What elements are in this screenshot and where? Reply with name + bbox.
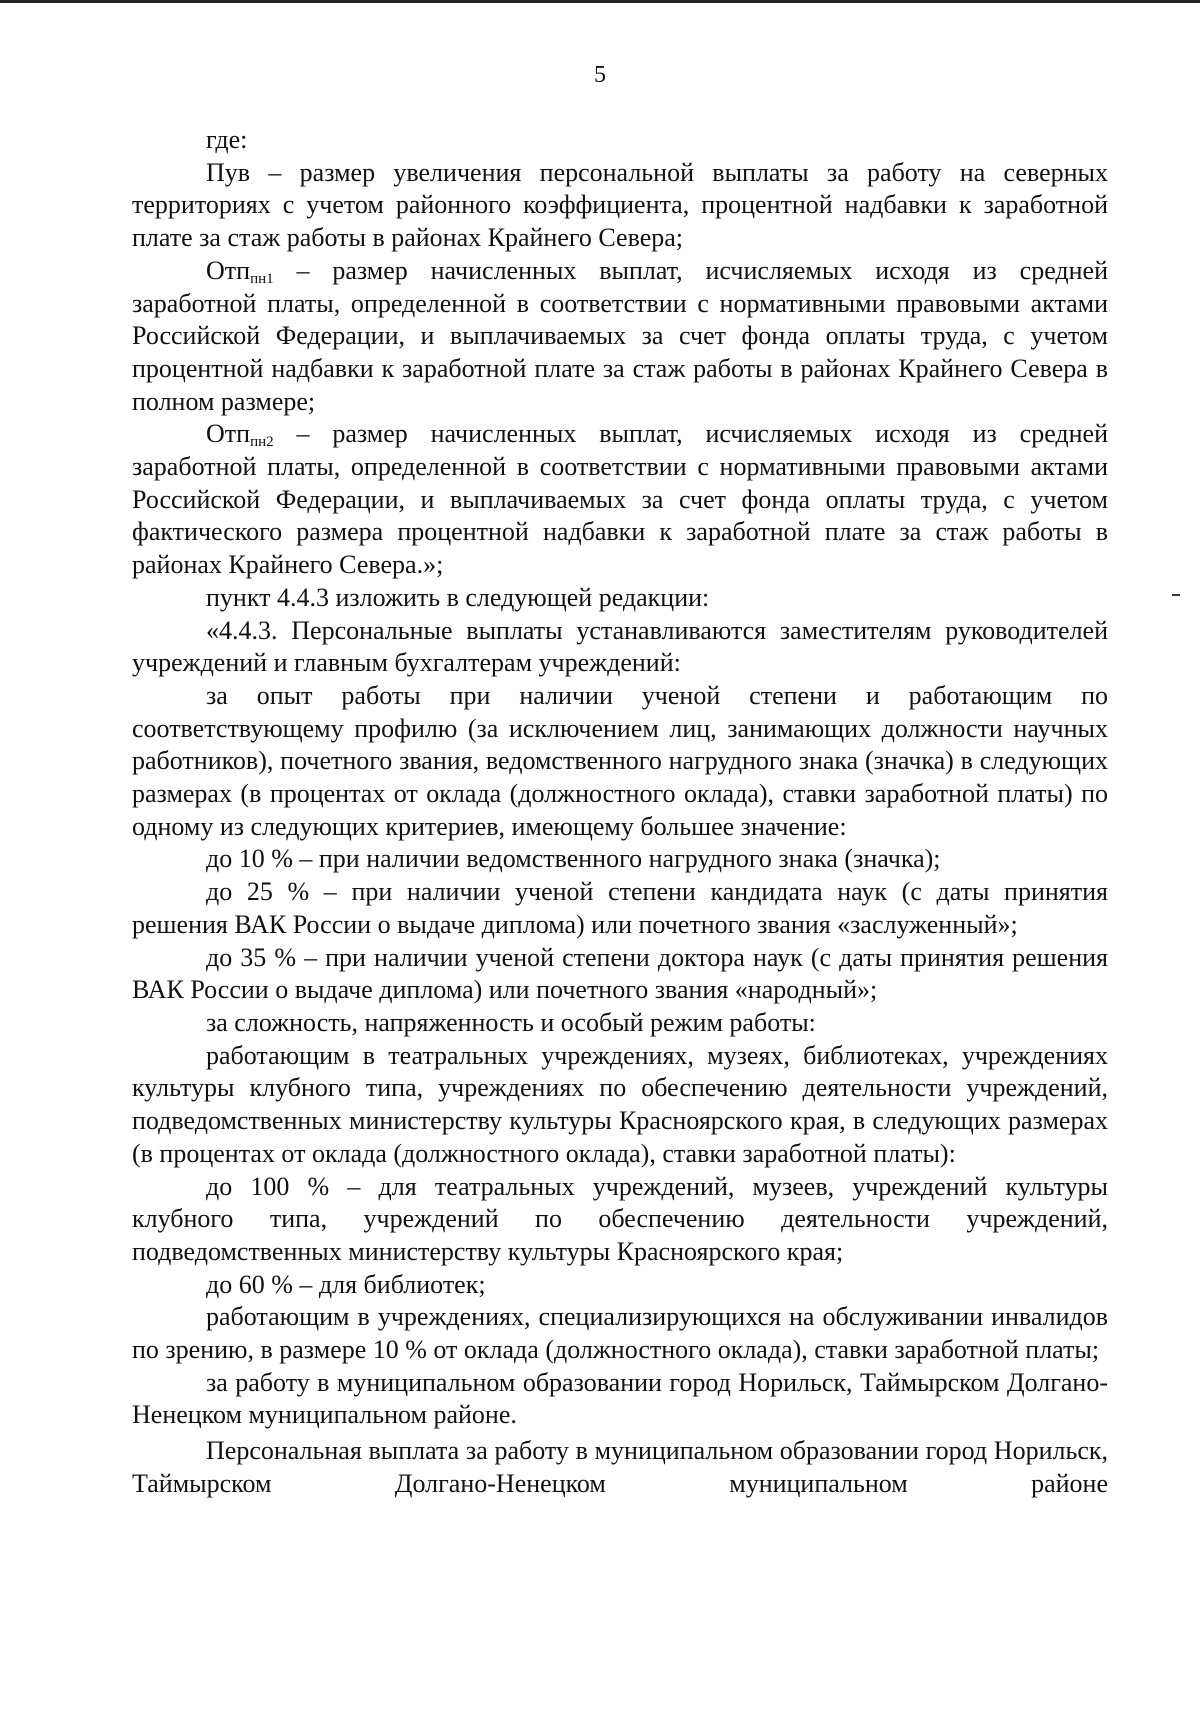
- paragraph-up-to-60: до 60 % – для библиотек;: [206, 1269, 486, 1299]
- paragraph-theatres-museums: работающим в театральных учреждениях, музеях, библиотеках, учреждениях культуры клубного типа, учреждениях по обеспечению деятельности учреждений, подведомственных министерству культуры Красноярского края, в следующих размерах (в процентах от оклада (должностного оклада), ставки заработной платы):: [132, 1040, 1108, 1168]
- paragraph-clause-4-4-3: «4.4.3. Персональные выплаты устанавливаются заместителям руководителей учреждений и главным бухгалтерам учреждений:: [132, 615, 1108, 678]
- paragraph-otp-pn1-definition: [132, 255, 1108, 419]
- formula-symbol: Отп: [206, 419, 251, 449]
- paragraph-experience-criteria: за опыт работы при наличии ученой степени и работающим по соответствующему профилю (за исключением лиц, занимающих должности научных работников), почетного звания, ведомственного нагрудного знака (значка) в следующих размерах (в процентах от оклада (должностного оклада), ставки заработной платы) по одному из следующих критериев, имеющему большее значение:: [132, 680, 1108, 841]
- formula-subscript: пн1: [250, 270, 274, 287]
- paragraph-up-to-35: до 35 % – при наличии ученой степени доктора наук (с даты принятия решения ВАК России о выдаче диплома) или почетного звания «народный»;: [132, 942, 1108, 1005]
- margin-mark: [1172, 594, 1180, 596]
- paragraph-puv-definition: Пув – размер увеличения персональной выплаты за работу на северных территориях с учетом районного коэффициента, процентной надбавки к заработной плате за стаж работы в районах Крайнего Севера;: [132, 157, 1108, 253]
- paragraph-where: где:: [206, 125, 248, 154]
- paragraph-norilsk-work: за работу в муниципальном образовании город Норильск, Таймырском Долгано-Ненецком муниципальном районе.: [132, 1367, 1108, 1430]
- paragraph-norilsk-payment: Персональная выплата за работу в муниципальном образовании город Норильск, Таймырском Долгано-Ненецком муниципальном районе: [132, 1436, 1108, 1498]
- paragraph-otp-pn2-definition: [132, 418, 1108, 582]
- document-body: [132, 124, 1108, 1501]
- paragraph-visually-impaired: работающим в учреждениях, специализирующихся на обслуживании инвалидов по зрению, в размере 10 % от оклада (должностного оклада), ставки заработной платы;: [132, 1302, 1108, 1365]
- paragraph-complexity-heading: за сложность, напряженность и особый режим работы:: [206, 1007, 816, 1037]
- definition-text: – размер начисленных выплат, исчисляемых исходя из средней заработной платы, определенной в соответствии с нормативными правовыми актами Российской Федерации, и выплачиваемых за счет фонда оплаты труда, с учетом фактического размера процентной надбавки к заработной плате за стаж работы в районах Крайнего Севера.»;: [132, 419, 1108, 580]
- paragraph-up-to-100: до 100 % – для театральных учреждений, музеев, учреждений культуры клубного типа, учреждений по обеспечению деятельности учреждений, подведомственных министерству культуры Красноярского края;: [132, 1171, 1108, 1266]
- formula-symbol: Отп: [206, 255, 251, 285]
- definition-text: – размер начисленных выплат, исчисляемых исходя из средней заработной платы, определенной в соответствии с нормативными правовыми актами Российской Федерации, и выплачиваемых за счет фонда оплаты труда, с учетом процентной надбавки к заработной плате за стаж работы в районах Крайнего Севера в полном размере;: [132, 255, 1108, 416]
- page-number: 5: [594, 62, 606, 88]
- paragraph-up-to-25: до 25 % – при наличии ученой степени кандидата наук (с даты принятия решения ВАК России о выдаче диплома) или почетного звания «заслуженный»;: [132, 877, 1108, 939]
- top-border-line: [0, 0, 1200, 3]
- formula-subscript: пн2: [250, 434, 274, 451]
- paragraph-up-to-10: до 10 % – при наличии ведомственного нагрудного знака (значка);: [206, 844, 941, 874]
- paragraph-amendment-intro: пункт 4.4.3 изложить в следующей редакции:: [206, 582, 710, 612]
